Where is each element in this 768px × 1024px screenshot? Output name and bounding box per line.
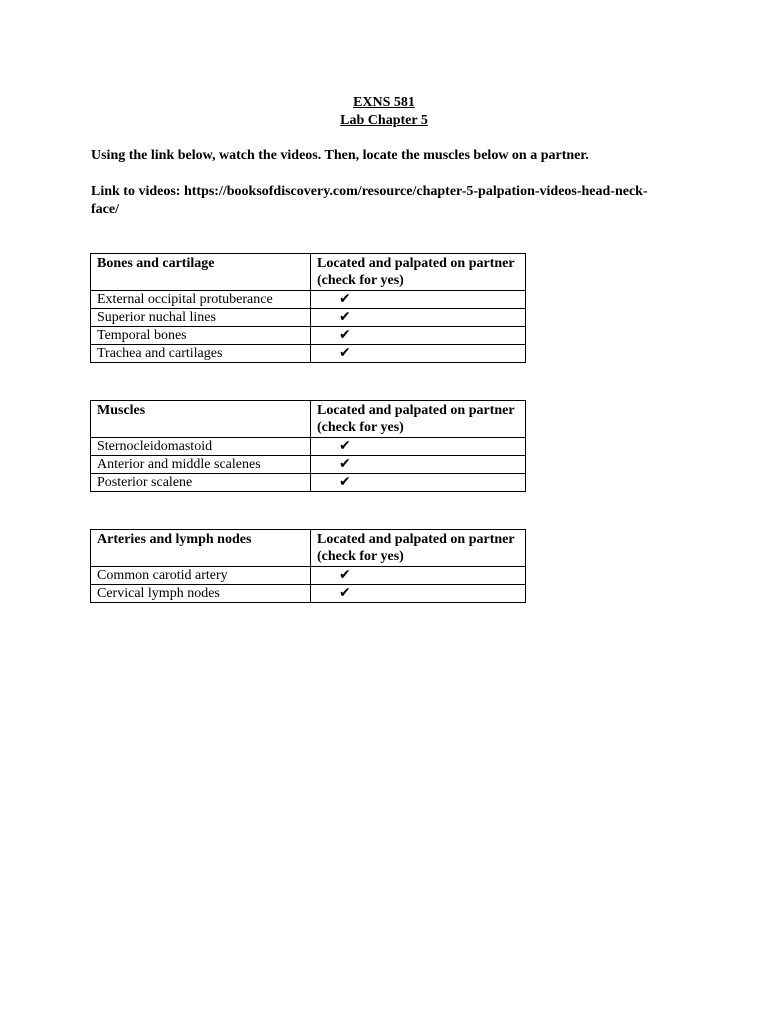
column-header-item: Arteries and lymph nodes (91, 530, 311, 567)
row-item-label: Cervical lymph nodes (91, 585, 311, 603)
row-item-label: Superior nuchal lines (91, 309, 311, 327)
check-mark-icon: ✔ (339, 474, 351, 490)
row-item-label: Sternocleidomastoid (91, 438, 311, 456)
table-row (91, 291, 526, 309)
column-header-item: Muscles (91, 401, 311, 438)
check-mark-icon: ✔ (339, 567, 351, 583)
check-cell[interactable] (311, 291, 526, 309)
check-cell[interactable] (311, 456, 526, 474)
table-row (91, 309, 526, 327)
check-cell[interactable] (311, 345, 526, 363)
arteries-lymph-table (90, 529, 526, 603)
row-item-label: Temporal bones (91, 327, 311, 345)
video-link[interactable]: Link to videos: https://booksofdiscovery.com/resource/chapter-5-palpation-videos-head-neck-face/ (91, 184, 648, 217)
check-cell[interactable] (311, 474, 526, 492)
table-header-row (91, 530, 526, 567)
check-mark-icon: ✔ (339, 327, 351, 343)
column-header-status: Located and palpated on partner (check for yes) (311, 401, 526, 438)
check-cell[interactable] (311, 438, 526, 456)
row-item-label: Common carotid artery (91, 567, 311, 585)
row-item-label: External occipital protuberance (91, 291, 311, 309)
table-row (91, 585, 526, 603)
check-mark-icon: ✔ (339, 438, 351, 454)
row-item-label: Posterior scalene (91, 474, 311, 492)
table-row (91, 474, 526, 492)
document-title (0, 94, 768, 130)
check-cell[interactable] (311, 585, 526, 603)
table-header-row (91, 401, 526, 438)
table-row (91, 438, 526, 456)
bones-cartilage-table (90, 253, 526, 363)
check-cell[interactable] (311, 309, 526, 327)
check-mark-icon: ✔ (339, 291, 351, 307)
check-mark-icon: ✔ (339, 309, 351, 325)
check-cell[interactable] (311, 327, 526, 345)
table-row (91, 567, 526, 585)
column-header-item: Bones and cartilage (91, 254, 311, 291)
check-mark-icon: ✔ (339, 585, 351, 601)
instruction-text: Using the link below, watch the videos. Then, locate the muscles below on a partner. (91, 148, 589, 163)
table-row (91, 327, 526, 345)
table-header-row (91, 254, 526, 291)
check-mark-icon: ✔ (339, 345, 351, 361)
course-code: EXNS 581 (353, 95, 415, 110)
column-header-status: Located and palpated on partner (check for yes) (311, 530, 526, 567)
column-header-status: Located and palpated on partner (check for yes) (311, 254, 526, 291)
row-item-label: Trachea and cartilages (91, 345, 311, 363)
check-cell[interactable] (311, 567, 526, 585)
muscles-table (90, 400, 526, 492)
table-row (91, 456, 526, 474)
table-row (91, 345, 526, 363)
chapter-title: Lab Chapter 5 (340, 113, 428, 128)
row-item-label: Anterior and middle scalenes (91, 456, 311, 474)
check-mark-icon: ✔ (339, 456, 351, 472)
